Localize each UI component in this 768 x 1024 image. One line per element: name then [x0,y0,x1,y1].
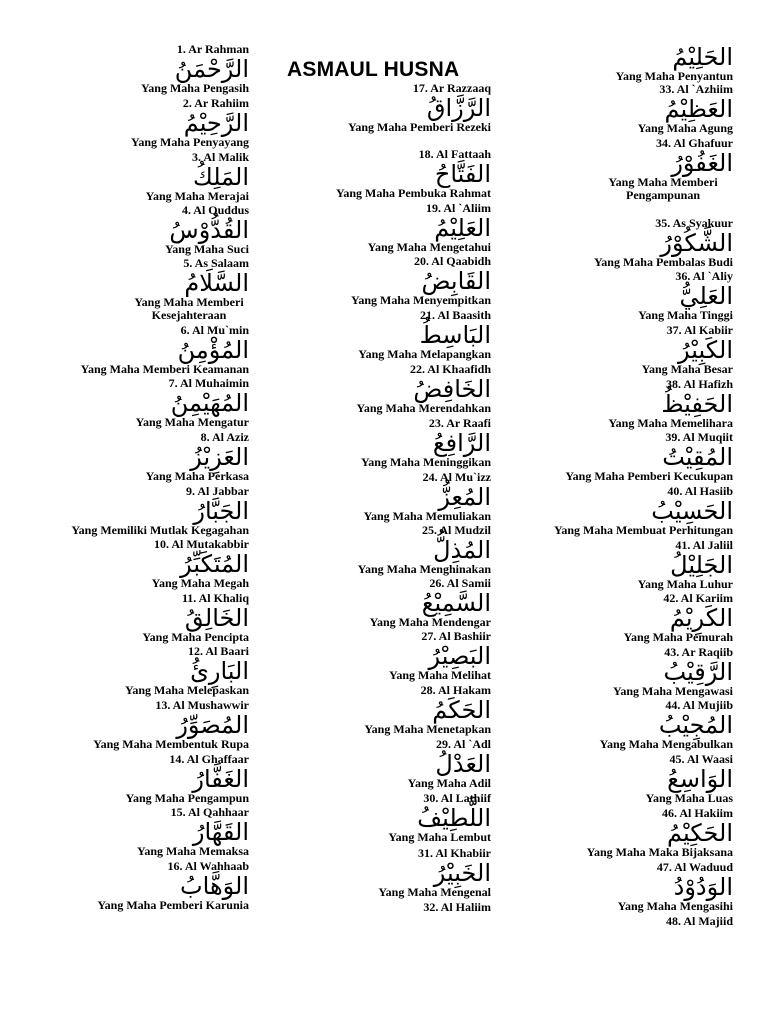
name-meaning: Yang Maha Mengabulkan [599,737,733,751]
name-latin: 9. Al Jabbar [185,484,249,498]
name-latin: 33. Al `Azhiim [659,82,733,96]
name-latin: 18. Al Fattaah [418,147,491,161]
name-arabic: المُعِزُّ [438,483,491,511]
name-latin: 23. Ar Raafi [428,416,491,430]
name-meaning: Yang Maha Besar [641,362,733,376]
name-latin: 34. Al Ghafuur [655,136,733,150]
name-meaning: Yang Maha Pembalas Budi [593,255,733,269]
name-arabic: الجَلِيْلُ [670,551,733,579]
name-arabic: الفَتَّاحُ [434,160,491,188]
list-item [493,324,733,376]
list-item [9,431,249,483]
name-meaning: Yang Maha Pengasih [140,81,249,95]
name-latin: 45. Al Waasi [669,752,733,766]
name-meaning: Yang Maha Pembuka Rahmat [335,186,491,200]
name-arabic: القُدُّوْسُ [169,216,249,244]
name-latin: 5. As Salaam [183,256,249,270]
name-meaning: Yang Maha Memberi Keamanan [80,362,249,376]
list-item [9,257,249,322]
name-arabic: المُصَوِّرُ [176,711,249,739]
list-item [251,577,491,629]
name-arabic: العَظِيْمُ [664,95,733,123]
name-latin: 6. Al Mu`min [180,323,249,337]
list-item [9,806,249,858]
list-item [251,684,491,736]
name-meaning: Yang Maha Menghinakan [357,562,491,576]
name-arabic: الرَّحْمَنُ [174,55,249,83]
name-latin: 26. Al Samii [429,576,491,590]
name-arabic: البَاسِطُ [419,321,491,349]
column-middle [249,0,491,1024]
name-arabic: الحَكِيْمُ [667,819,733,847]
name-arabic: الرَّافِعُ [432,429,491,457]
list-item [251,471,491,523]
list-item [9,538,249,590]
name-latin: 17. Ar Razzaaq [412,81,491,95]
name-arabic: الرَّزَّاقُ [426,94,491,122]
column-right [491,0,733,1024]
name-latin: 3. Al Malik [191,150,249,164]
name-latin: 47. Al Waduud [656,860,733,874]
name-arabic: القَابِضُ [421,267,491,295]
name-arabic: المَلِكُ [192,163,249,191]
name-latin: 4. Al Quddus [181,203,249,217]
name-latin: 11. Al Khaliq [181,591,249,605]
name-meaning: Yang Maha Memberi Pengampunan [608,175,718,202]
name-arabic: السَّمِيْعُ [421,589,491,617]
name-arabic: الغَفُوْرُ [671,149,733,177]
name-arabic: المُؤْمِنُ [177,336,249,364]
list-item [493,699,733,751]
name-latin: 25. Al Mudzil [421,523,491,537]
name-arabic: الوَهَّابُ [180,872,249,900]
name-meaning: Yang Maha Suci [164,242,249,256]
name-arabic: الكَبِيْرُ [678,336,733,364]
name-meaning: Yang Maha Tinggi [638,308,733,322]
name-arabic: البَارِئُ [190,657,249,685]
name-arabic: اللَّطِيْفُ [417,804,491,832]
name-arabic: المُهَيْمِنُ [170,389,249,417]
name-latin: 15. Al Qahhaar [170,805,249,819]
list-item [251,901,491,914]
name-meaning: Yang Maha Mengatur [135,415,249,429]
name-latin: 39. Al Muqiit [665,430,733,444]
list-item [251,202,491,254]
name-arabic: الخَبِيْرُ [433,859,491,887]
name-arabic: السَّلَامُ [184,269,249,297]
name-latin: 32. Al Haliim [423,900,491,914]
list-item [9,485,249,537]
list-item [493,217,733,269]
name-latin: 43. Ar Raqiib [664,645,733,659]
name-meaning: Yang Maha Memberi Kesejahteraan [134,295,244,322]
name-meaning: Yang Maha Perkasa [145,469,249,483]
name-arabic: الشَّكُوْرُ [660,229,733,257]
list-item [251,847,491,899]
name-meaning: Yang Maha Luhur [637,577,733,591]
name-arabic: العَدْلُ [435,750,491,778]
name-arabic: الجَبَّارُ [193,497,249,525]
list-item [251,82,491,134]
list-item [493,646,733,698]
name-meaning: Yang Maha Pemurah [623,630,733,644]
name-meaning: Yang Maha Mengawasi [612,684,733,698]
list-item [9,97,249,149]
list-item [9,753,249,805]
list-item [493,270,733,322]
list-item [9,204,249,256]
list-item [251,255,491,307]
name-latin: 19. Al `Aliim [426,201,491,215]
name-meaning: Yang Maha Memaksa [136,844,249,858]
name-latin: 35. As Syakuur [655,216,733,230]
name-meaning: Yang Maha Memuliakan [363,509,491,523]
name-latin: 41. Al Jaliil [675,538,733,552]
name-latin: 27. Al Bashiir [421,629,491,643]
list-item [493,378,733,430]
name-arabic: الحَكَمُ [432,696,491,724]
name-meaning: Yang Memiliki Mutlak Kegagahan [71,523,249,537]
list-item [9,645,249,697]
name-meaning: Yang Maha Memelihara [608,416,733,430]
name-arabic: الحَفِيْظُ [661,390,733,418]
name-arabic: الرَّقِيْبُ [663,658,733,686]
name-meaning: Yang Maha Maka Bijaksana [586,845,733,859]
list-item [251,417,491,469]
name-meaning: Yang Maha Pemberi Kecukupan [565,469,733,483]
name-latin: 44. Al Mujiib [665,698,733,712]
name-arabic: الخَافِضُ [413,375,491,403]
name-meaning: Yang Maha Melepaskan [124,683,249,697]
name-arabic: الرَّحِيْمُ [183,109,249,137]
name-meaning: Yang Maha Luas [645,791,733,805]
name-latin: 38. Al Hafizh [665,377,733,391]
name-latin: 31. Al Khabiir [417,846,491,860]
name-arabic: المُجِيْبُ [658,711,733,739]
name-latin: 2. Ar Rahiim [182,96,249,110]
name-arabic: الحَلِيْمُ [672,43,733,71]
list-item [493,83,733,135]
list-item [493,539,733,591]
name-latin: 20. Al Qaabidh [413,254,491,268]
name-latin: 14. Al Ghaffaar [169,752,249,766]
name-meaning: Yang Maha Pemberi Rezeki [348,120,491,134]
name-meaning: Yang Maha Mendengar [369,615,491,629]
name-latin: 37. Al Kabiir [666,323,733,337]
list-item [493,753,733,805]
list-item [493,137,733,202]
name-arabic: الكَرِيْمُ [669,604,733,632]
name-latin: 46. Al Hakiim [661,806,733,820]
list-item [9,699,249,751]
name-meaning: Yang Maha Lembut [388,830,491,844]
name-meaning: Yang Maha Membuat Perhitungan [553,523,733,537]
name-meaning: Yang Maha Merajai [145,189,249,203]
list-item [493,807,733,859]
name-meaning: Yang Maha Meninggikan [360,455,491,469]
list-item [251,524,491,576]
name-meaning: Yang Maha Pemberi Karunia [97,898,249,912]
page-title: ASMAUL HUSNA [287,58,460,81]
name-meaning: Yang Maha Megah [151,576,249,590]
name-arabic: الوَدُوْدُ [673,873,733,901]
list-item [251,630,491,682]
name-meaning: Yang Maha Pengampun [125,791,249,805]
name-meaning: Yang Maha Menetapkan [364,722,491,736]
name-latin: 1. Ar Rahman [176,42,249,56]
name-arabic: المُقِيْتُ [662,443,733,471]
name-meaning: Yang Maha Merendahkan [356,401,491,415]
name-arabic: الغَفَّارُ [192,765,249,793]
name-latin: 36. Al `Aliy [675,269,733,283]
name-arabic: القَهَّارُ [192,818,249,846]
name-meaning: Yang Maha Penyayang [130,135,249,149]
list-item [9,43,249,95]
list-item [251,363,491,415]
list-item [493,431,733,483]
name-arabic: البَصِيْرُ [428,642,491,670]
name-latin: 13. Al Mushawwir [155,698,249,712]
name-meaning: Yang Maha Pencipta [142,630,249,644]
name-arabic: المُتَكَبِّرُ [180,550,249,578]
name-arabic: المُذِلُّ [433,536,491,564]
name-meaning: Yang Maha Menyempitkan [350,293,491,307]
name-meaning: Yang Maha Penyantun [615,69,733,83]
name-latin: 16. Al Wahhaab [167,859,249,873]
name-latin: 12. Al Baari [187,644,249,658]
name-arabic: العَلِيْمُ [434,214,491,242]
name-arabic: العَزِيْزُ [190,443,249,471]
list-item [9,324,249,376]
name-latin: 28. Al Hakam [420,683,491,697]
list-item [493,44,733,83]
name-meaning: Yang Maha Melapangkan [358,347,491,361]
list-item [9,860,249,912]
name-meaning: Yang Maha Mengasihi [617,899,733,913]
list-item [251,148,491,200]
name-latin: 7. Al Muhaimin [168,376,249,390]
name-meaning: Yang Maha Melihat [389,668,491,682]
name-latin: 29. Al `Adl [435,737,491,751]
list-item [9,151,249,203]
list-item [251,792,491,844]
name-meaning: Yang Maha Adil [407,776,491,790]
name-arabic: الحَسِيْبُ [651,497,733,525]
name-meaning: Yang Maha Mengetahui [367,240,491,254]
name-latin: 24. Al Mu`izz [422,470,491,484]
name-meaning: Yang Maha Mengenal [378,885,491,899]
list-item [493,592,733,644]
name-latin: 40. Al Hasiib [667,484,733,498]
column-left [0,0,249,1024]
name-latin: 8. Al Aziz [200,430,249,444]
list-item [493,861,733,913]
list-item [9,592,249,644]
name-latin: 22. Al Khaafidh [409,362,491,376]
name-latin: 48. Al Majiid [665,914,733,928]
list-item [493,915,733,928]
name-meaning: Yang Maha Membentuk Rupa [93,737,249,751]
name-arabic: العَلِيُّ [679,282,733,310]
name-latin: 21. Al Baasith [419,308,491,322]
name-arabic: الوَاسِعُ [667,765,733,793]
list-item [9,377,249,429]
name-meaning: Yang Maha Agung [637,121,733,135]
list-item [251,738,491,790]
name-latin: 10. Al Mutakabbir [153,537,249,551]
name-latin: 30. Al Lathiif [423,791,491,805]
list-item [493,485,733,537]
name-arabic: الخَالِقُ [184,604,249,632]
name-latin: 42. Al Kariim [663,591,733,605]
list-item [251,309,491,361]
